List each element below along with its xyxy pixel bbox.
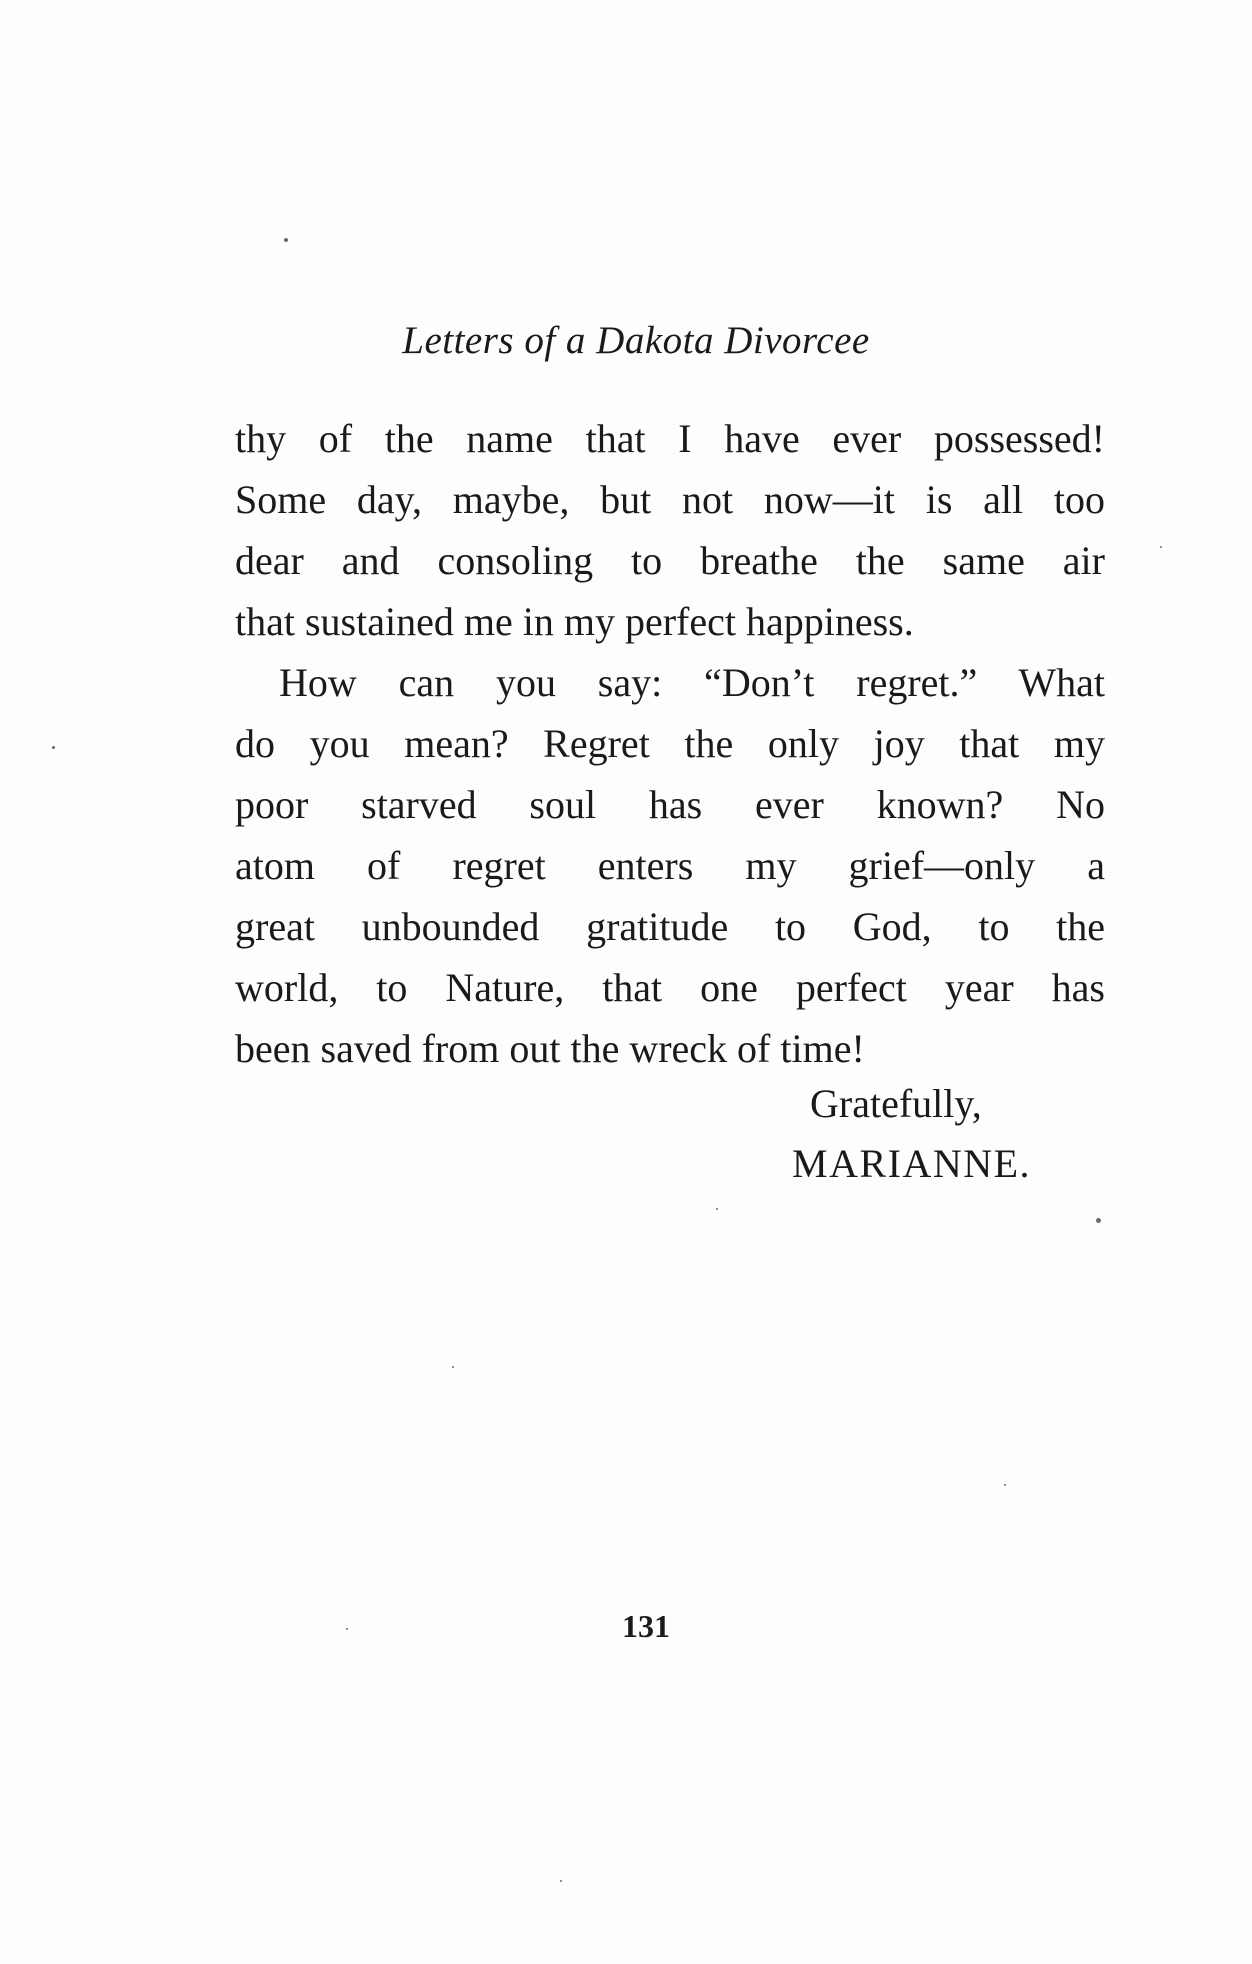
body-line: Some day, maybe, but not now—it is all too	[235, 477, 1105, 522]
paper-speck	[452, 1366, 454, 1368]
body-line: great unbounded gratitude to God, to the	[235, 904, 1105, 949]
body-line: been saved from out the wreck of time!	[235, 1026, 865, 1071]
paper-speck	[716, 1208, 718, 1210]
paper-speck	[1096, 1218, 1101, 1223]
letter-body	[235, 408, 1105, 1079]
body-line: do you mean? Regret the only joy that my	[235, 721, 1105, 766]
closing-salutation: Gratefully,	[810, 1081, 982, 1126]
paper-speck	[1160, 546, 1162, 548]
body-line: thy of the name that I have ever possessed!	[235, 416, 1105, 461]
paper-speck	[284, 238, 288, 242]
body-line: that sustained me in my perfect happiness.	[235, 599, 914, 644]
paper-speck	[560, 1880, 562, 1882]
paper-speck	[1004, 1484, 1006, 1486]
body-line: atom of regret enters my grief—only a	[235, 843, 1105, 888]
running-head: Letters of a Dakota Divorcee	[402, 319, 870, 362]
body-line: How can you say: “Don’t regret.” What	[279, 660, 1105, 705]
page-number: 131	[622, 1608, 670, 1644]
body-line: dear and consoling to breathe the same air	[235, 538, 1105, 583]
paper-speck	[52, 746, 55, 749]
body-line: world, to Nature, that one perfect year has	[235, 965, 1105, 1010]
signature: MARIANNE.	[792, 1141, 1032, 1186]
paper-speck	[346, 1628, 348, 1630]
body-line: poor starved soul has ever known? No	[235, 782, 1105, 827]
